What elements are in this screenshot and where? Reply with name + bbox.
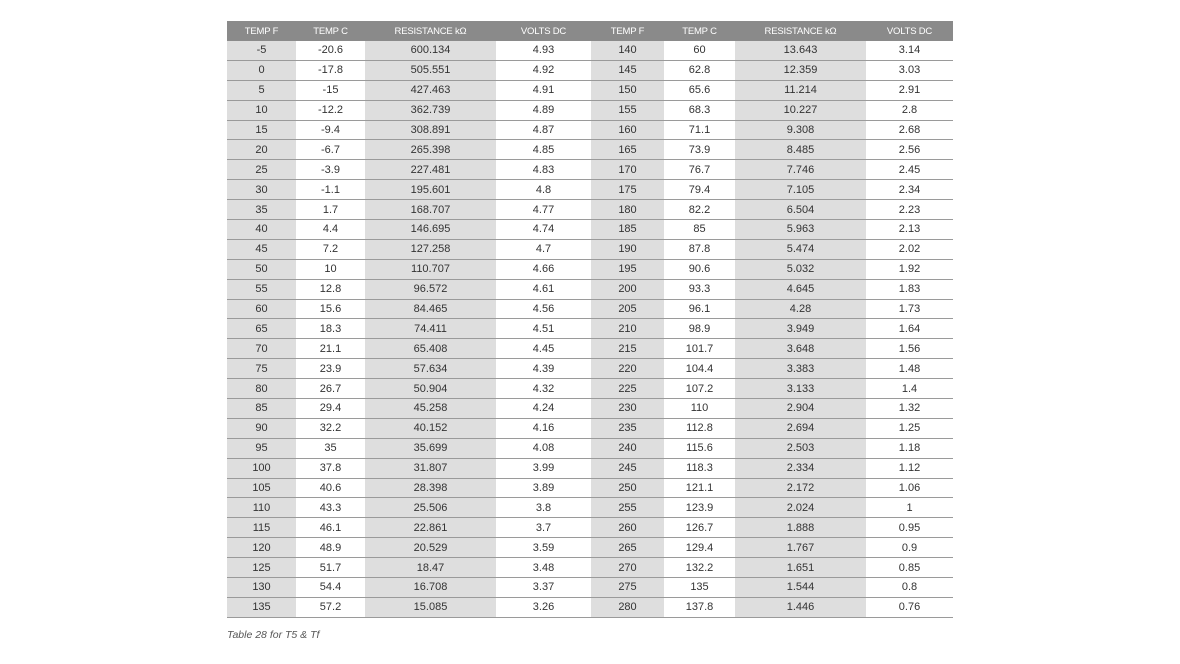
temp-f-cell: 175: [591, 180, 664, 200]
temp-f-cell: 255: [591, 498, 664, 518]
resistance-cell: 195.601: [365, 180, 496, 200]
temp-f-cell: 65: [227, 319, 296, 339]
temperature-resistance-table-container: [227, 21, 953, 618]
temp-f-cell: 185: [591, 220, 664, 240]
temp-f-cell: 75: [227, 359, 296, 379]
volts-dc-cell: 1.32: [866, 399, 953, 419]
temp-f-cell: 50: [227, 259, 296, 279]
volts-dc-cell: 2.8: [866, 100, 953, 120]
temp-f-header: TEMP F: [227, 21, 296, 41]
temp-c-cell: 129.4: [664, 538, 735, 558]
temp-f-cell: 115: [227, 518, 296, 538]
resistance-cell: 5.963: [735, 220, 866, 240]
temp-f-cell: 70: [227, 339, 296, 359]
table-row: [227, 299, 953, 319]
temp-c-cell: 1.7: [296, 200, 365, 220]
volts-dc-cell: 4.66: [496, 259, 591, 279]
temp-c-cell: 73.9: [664, 140, 735, 160]
volts-dc-cell: 2.02: [866, 239, 953, 259]
volts-dc-cell: 2.91: [866, 80, 953, 100]
resistance-cell: 12.359: [735, 60, 866, 80]
volts-dc-cell: 4.61: [496, 279, 591, 299]
temp-f-cell: 30: [227, 180, 296, 200]
volts-dc-cell: 3.03: [866, 60, 953, 80]
resistance-cell: 3.949: [735, 319, 866, 339]
resistance-cell: 74.411: [365, 319, 496, 339]
temperature-resistance-table: [227, 21, 953, 618]
temp-c-cell: 68.3: [664, 100, 735, 120]
volts-dc-cell: 1.25: [866, 418, 953, 438]
temp-f-cell: 245: [591, 458, 664, 478]
table-row: [227, 80, 953, 100]
temp-c-cell: 96.1: [664, 299, 735, 319]
temp-f-cell: 205: [591, 299, 664, 319]
temp-f-cell: 210: [591, 319, 664, 339]
temp-c-cell: 7.2: [296, 239, 365, 259]
resistance-cell: 45.258: [365, 399, 496, 419]
temp-c-cell: -3.9: [296, 160, 365, 180]
resistance-cell: 505.551: [365, 60, 496, 80]
resistance-cell: 2.503: [735, 438, 866, 458]
temp-f-cell: 180: [591, 200, 664, 220]
resistance-cell: 16.708: [365, 578, 496, 598]
temp-c-cell: -15: [296, 80, 365, 100]
resistance-cell: 4.28: [735, 299, 866, 319]
temp-f-cell: 240: [591, 438, 664, 458]
resistance-cell: 40.152: [365, 418, 496, 438]
resistance-cell: 50.904: [365, 379, 496, 399]
resistance-cell: 28.398: [365, 478, 496, 498]
volts-dc-cell: 1.64: [866, 319, 953, 339]
temp-f-cell: 155: [591, 100, 664, 120]
volts-dc-cell: 1.83: [866, 279, 953, 299]
resistance-cell: 308.891: [365, 120, 496, 140]
volts-dc-cell: 3.89: [496, 478, 591, 498]
temp-c-cell: 98.9: [664, 319, 735, 339]
volts-dc-cell: 2.13: [866, 220, 953, 240]
table-row: [227, 41, 953, 60]
temp-f-cell: 60: [227, 299, 296, 319]
temp-f-cell: 170: [591, 160, 664, 180]
table-row: [227, 597, 953, 617]
volts-dc-cell: 4.7: [496, 239, 591, 259]
resistance-cell: 9.308: [735, 120, 866, 140]
resistance-header: RESISTANCE kΩ: [365, 21, 496, 41]
temp-f-cell: 130: [227, 578, 296, 598]
temp-c-cell: 85: [664, 220, 735, 240]
resistance-cell: 35.699: [365, 438, 496, 458]
resistance-header: RESISTANCE kΩ: [735, 21, 866, 41]
resistance-cell: 1.888: [735, 518, 866, 538]
temp-f-cell: 0: [227, 60, 296, 80]
temp-f-cell: 10: [227, 100, 296, 120]
resistance-cell: 3.648: [735, 339, 866, 359]
resistance-cell: 127.258: [365, 239, 496, 259]
temp-f-cell: 280: [591, 597, 664, 617]
temp-f-cell: 160: [591, 120, 664, 140]
temp-f-cell: 165: [591, 140, 664, 160]
table-row: [227, 399, 953, 419]
table-row: [227, 239, 953, 259]
temp-c-cell: 40.6: [296, 478, 365, 498]
table-header-row: [227, 21, 953, 41]
temp-f-cell: 55: [227, 279, 296, 299]
temp-c-cell: 126.7: [664, 518, 735, 538]
temp-c-cell: 101.7: [664, 339, 735, 359]
volts-dc-cell: 4.45: [496, 339, 591, 359]
temp-c-cell: 4.4: [296, 220, 365, 240]
table-row: [227, 438, 953, 458]
table-row: [227, 120, 953, 140]
volts-dc-cell: 0.76: [866, 597, 953, 617]
temp-f-cell: -5: [227, 41, 296, 60]
temp-c-cell: 123.9: [664, 498, 735, 518]
resistance-cell: 2.904: [735, 399, 866, 419]
volts-dc-cell: 4.93: [496, 41, 591, 60]
temp-f-cell: 200: [591, 279, 664, 299]
temp-f-cell: 235: [591, 418, 664, 438]
table-row: [227, 558, 953, 578]
temp-c-cell: 43.3: [296, 498, 365, 518]
temp-c-cell: 118.3: [664, 458, 735, 478]
table-row: [227, 100, 953, 120]
table-row: [227, 180, 953, 200]
resistance-cell: 22.861: [365, 518, 496, 538]
temp-f-cell: 80: [227, 379, 296, 399]
temp-f-cell: 265: [591, 538, 664, 558]
resistance-cell: 427.463: [365, 80, 496, 100]
table-row: [227, 379, 953, 399]
table-row: [227, 359, 953, 379]
volts-dc-header: VOLTS DC: [866, 21, 953, 41]
temp-c-cell: 65.6: [664, 80, 735, 100]
resistance-cell: 2.172: [735, 478, 866, 498]
table-row: [227, 60, 953, 80]
table-row: [227, 339, 953, 359]
temp-c-cell: 15.6: [296, 299, 365, 319]
volts-dc-cell: 3.48: [496, 558, 591, 578]
temp-c-cell: -6.7: [296, 140, 365, 160]
volts-dc-cell: 0.85: [866, 558, 953, 578]
volts-dc-cell: 1.4: [866, 379, 953, 399]
table-row: [227, 458, 953, 478]
temp-c-cell: 104.4: [664, 359, 735, 379]
temp-c-cell: 115.6: [664, 438, 735, 458]
table-row: [227, 220, 953, 240]
volts-dc-cell: 3.8: [496, 498, 591, 518]
temp-c-cell: 79.4: [664, 180, 735, 200]
volts-dc-cell: 4.56: [496, 299, 591, 319]
temp-f-cell: 25: [227, 160, 296, 180]
temp-c-cell: 110: [664, 399, 735, 419]
resistance-cell: 13.643: [735, 41, 866, 60]
volts-dc-cell: 2.45: [866, 160, 953, 180]
volts-dc-cell: 4.92: [496, 60, 591, 80]
temp-c-cell: 29.4: [296, 399, 365, 419]
temp-c-cell: 37.8: [296, 458, 365, 478]
table-body: [227, 41, 953, 617]
resistance-cell: 15.085: [365, 597, 496, 617]
volts-dc-cell: 0.9: [866, 538, 953, 558]
resistance-cell: 5.474: [735, 239, 866, 259]
volts-dc-cell: 3.37: [496, 578, 591, 598]
temp-c-cell: 57.2: [296, 597, 365, 617]
resistance-cell: 600.134: [365, 41, 496, 60]
resistance-cell: 227.481: [365, 160, 496, 180]
table-row: [227, 140, 953, 160]
table-row: [227, 518, 953, 538]
temp-c-cell: 76.7: [664, 160, 735, 180]
volts-dc-cell: 2.34: [866, 180, 953, 200]
resistance-cell: 2.334: [735, 458, 866, 478]
temp-f-cell: 110: [227, 498, 296, 518]
table-row: [227, 498, 953, 518]
table-row: [227, 538, 953, 558]
temp-f-cell: 190: [591, 239, 664, 259]
volts-dc-cell: 4.08: [496, 438, 591, 458]
resistance-cell: 11.214: [735, 80, 866, 100]
resistance-cell: 20.529: [365, 538, 496, 558]
table-row: [227, 160, 953, 180]
temp-c-cell: 87.8: [664, 239, 735, 259]
temp-f-cell: 275: [591, 578, 664, 598]
volts-dc-cell: 4.83: [496, 160, 591, 180]
temp-f-cell: 260: [591, 518, 664, 538]
temp-f-cell: 145: [591, 60, 664, 80]
temp-f-cell: 250: [591, 478, 664, 498]
resistance-cell: 4.645: [735, 279, 866, 299]
temp-c-cell: 60: [664, 41, 735, 60]
volts-dc-cell: 4.87: [496, 120, 591, 140]
resistance-cell: 110.707: [365, 259, 496, 279]
table-row: [227, 259, 953, 279]
temp-f-cell: 135: [227, 597, 296, 617]
resistance-cell: 57.634: [365, 359, 496, 379]
volts-dc-cell: 4.85: [496, 140, 591, 160]
temp-f-cell: 95: [227, 438, 296, 458]
resistance-cell: 1.446: [735, 597, 866, 617]
temp-c-cell: 18.3: [296, 319, 365, 339]
temp-f-cell: 85: [227, 399, 296, 419]
volts-dc-cell: 1.73: [866, 299, 953, 319]
temp-c-cell: -17.8: [296, 60, 365, 80]
resistance-cell: 31.807: [365, 458, 496, 478]
temp-f-cell: 5: [227, 80, 296, 100]
resistance-cell: 8.485: [735, 140, 866, 160]
temp-f-cell: 220: [591, 359, 664, 379]
resistance-cell: 146.695: [365, 220, 496, 240]
temp-c-cell: 132.2: [664, 558, 735, 578]
resistance-cell: 84.465: [365, 299, 496, 319]
resistance-cell: 1.544: [735, 578, 866, 598]
volts-dc-cell: 4.8: [496, 180, 591, 200]
resistance-cell: 10.227: [735, 100, 866, 120]
resistance-cell: 168.707: [365, 200, 496, 220]
volts-dc-cell: 4.32: [496, 379, 591, 399]
volts-dc-cell: 2.68: [866, 120, 953, 140]
temp-c-cell: 107.2: [664, 379, 735, 399]
resistance-cell: 5.032: [735, 259, 866, 279]
temp-f-cell: 140: [591, 41, 664, 60]
resistance-cell: 18.47: [365, 558, 496, 578]
table-row: [227, 200, 953, 220]
volts-dc-cell: 0.8: [866, 578, 953, 598]
volts-dc-cell: 3.99: [496, 458, 591, 478]
temp-c-cell: 35: [296, 438, 365, 458]
volts-dc-cell: 4.51: [496, 319, 591, 339]
table-row: [227, 578, 953, 598]
temp-f-cell: 100: [227, 458, 296, 478]
volts-dc-cell: 1.92: [866, 259, 953, 279]
temp-f-cell: 225: [591, 379, 664, 399]
resistance-cell: 7.105: [735, 180, 866, 200]
temp-f-cell: 120: [227, 538, 296, 558]
volts-dc-cell: 4.91: [496, 80, 591, 100]
volts-dc-cell: 1.48: [866, 359, 953, 379]
temp-c-cell: 121.1: [664, 478, 735, 498]
volts-dc-cell: 1.56: [866, 339, 953, 359]
temp-c-cell: 21.1: [296, 339, 365, 359]
temp-f-cell: 45: [227, 239, 296, 259]
temp-c-cell: 62.8: [664, 60, 735, 80]
temp-f-cell: 150: [591, 80, 664, 100]
temp-f-cell: 40: [227, 220, 296, 240]
temp-c-cell: 23.9: [296, 359, 365, 379]
temp-c-cell: -9.4: [296, 120, 365, 140]
volts-dc-cell: 4.77: [496, 200, 591, 220]
resistance-cell: 2.024: [735, 498, 866, 518]
temp-c-cell: 10: [296, 259, 365, 279]
temp-c-cell: -12.2: [296, 100, 365, 120]
temp-f-cell: 90: [227, 418, 296, 438]
volts-dc-cell: 4.39: [496, 359, 591, 379]
temp-f-cell: 20: [227, 140, 296, 160]
table-row: [227, 478, 953, 498]
volts-dc-header: VOLTS DC: [496, 21, 591, 41]
temp-c-cell: 90.6: [664, 259, 735, 279]
table-row: [227, 319, 953, 339]
temp-c-cell: 54.4: [296, 578, 365, 598]
table-row: [227, 279, 953, 299]
volts-dc-cell: 3.7: [496, 518, 591, 538]
resistance-cell: 265.398: [365, 140, 496, 160]
temp-f-cell: 15: [227, 120, 296, 140]
temp-c-header: TEMP C: [664, 21, 735, 41]
temp-c-cell: 32.2: [296, 418, 365, 438]
resistance-cell: 1.651: [735, 558, 866, 578]
temp-f-cell: 230: [591, 399, 664, 419]
temp-c-cell: 82.2: [664, 200, 735, 220]
temp-c-cell: 112.8: [664, 418, 735, 438]
volts-dc-cell: 3.14: [866, 41, 953, 60]
temp-c-cell: 71.1: [664, 120, 735, 140]
temp-c-cell: 26.7: [296, 379, 365, 399]
resistance-cell: 7.746: [735, 160, 866, 180]
temp-f-cell: 35: [227, 200, 296, 220]
resistance-cell: 362.739: [365, 100, 496, 120]
temp-c-cell: 12.8: [296, 279, 365, 299]
volts-dc-cell: 2.23: [866, 200, 953, 220]
temp-c-cell: 46.1: [296, 518, 365, 538]
volts-dc-cell: 4.24: [496, 399, 591, 419]
resistance-cell: 1.767: [735, 538, 866, 558]
resistance-cell: 3.133: [735, 379, 866, 399]
temp-c-cell: 137.8: [664, 597, 735, 617]
resistance-cell: 2.694: [735, 418, 866, 438]
volts-dc-cell: 4.16: [496, 418, 591, 438]
volts-dc-cell: 4.74: [496, 220, 591, 240]
temp-c-cell: 93.3: [664, 279, 735, 299]
resistance-cell: 65.408: [365, 339, 496, 359]
volts-dc-cell: 1.12: [866, 458, 953, 478]
temp-f-header: TEMP F: [591, 21, 664, 41]
resistance-cell: 25.506: [365, 498, 496, 518]
temp-f-cell: 105: [227, 478, 296, 498]
resistance-cell: 6.504: [735, 200, 866, 220]
temp-f-cell: 270: [591, 558, 664, 578]
volts-dc-cell: 3.26: [496, 597, 591, 617]
temp-c-cell: 51.7: [296, 558, 365, 578]
volts-dc-cell: 4.89: [496, 100, 591, 120]
volts-dc-cell: 2.56: [866, 140, 953, 160]
temp-c-header: TEMP C: [296, 21, 365, 41]
temp-c-cell: -20.6: [296, 41, 365, 60]
volts-dc-cell: 1: [866, 498, 953, 518]
temp-c-cell: 48.9: [296, 538, 365, 558]
volts-dc-cell: 1.18: [866, 438, 953, 458]
temp-f-cell: 125: [227, 558, 296, 578]
resistance-cell: 96.572: [365, 279, 496, 299]
temp-f-cell: 195: [591, 259, 664, 279]
resistance-cell: 3.383: [735, 359, 866, 379]
temp-c-cell: 135: [664, 578, 735, 598]
temp-f-cell: 215: [591, 339, 664, 359]
table-caption: Table 28 for T5 & Tf: [227, 629, 320, 641]
volts-dc-cell: 3.59: [496, 538, 591, 558]
table-row: [227, 418, 953, 438]
volts-dc-cell: 0.95: [866, 518, 953, 538]
temp-c-cell: -1.1: [296, 180, 365, 200]
volts-dc-cell: 1.06: [866, 478, 953, 498]
